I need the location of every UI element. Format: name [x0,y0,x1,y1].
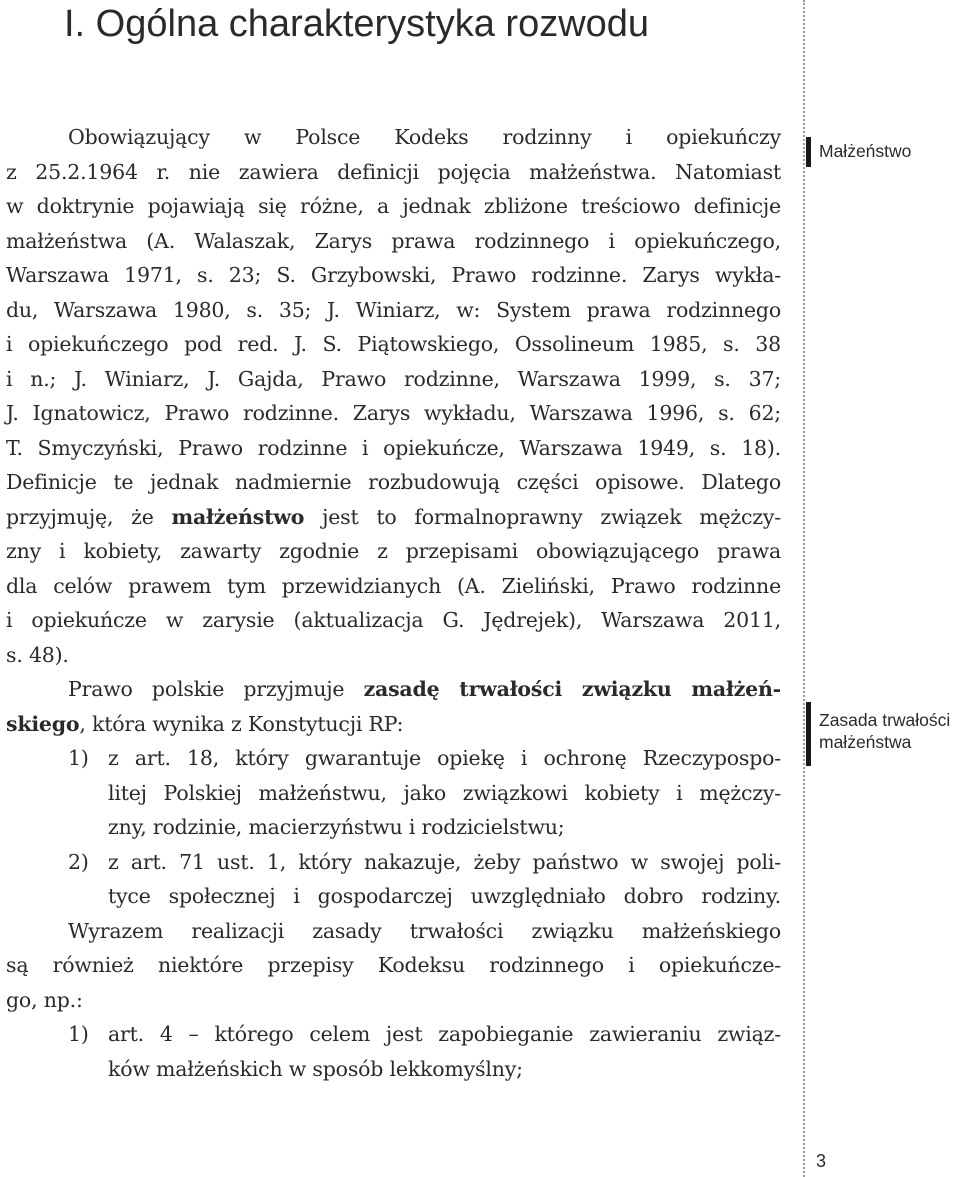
list-item-continuation: ków małżeńskich w sposób lekkomyślny; [108,1056,523,1081]
text-line: w doktrynie pojawiają się różne, a jednak zbliżone treściowo definicje [6,194,781,218]
list-item: 1) z art. 18, który gwarantuje opiekę i ochronę Rzeczypospo- [6,741,781,776]
text-line: du, Warszawa 1980, s. 35; J. Winiarz, w: System prawa rodzinnego [6,297,781,322]
text-line: J. Ignatowicz, Prawo rodzinne. Zarys wykładu, Warszawa 1996, s. 62; [6,401,781,425]
margin-note-label: Zasada trwałości [819,710,951,730]
principle-term-end: skiego [6,711,80,736]
margin-note-bar [806,137,811,167]
margin-note-bar [806,702,811,766]
margin-note-label: Małżeństwo [819,141,912,161]
text-line: s. 48). [6,642,69,667]
text-line: i n.; J. Winiarz, J. Gajda, Prawo rodzinne, Warszawa 1999, s. 37; [6,366,781,391]
text-line: go, np.: [6,987,83,1012]
text-line: Warszawa 1971, s. 23; S. Grzybowski, Prawo rodzinne. Zarys wykła- [6,263,781,287]
margin-note-stability [806,702,956,753]
list-number: 2) [68,849,89,874]
list-item-continuation: tyce społecznej i gospodarczej uwzględniało dobro rodziny. [108,884,781,908]
margin-note-label: małżeństwa [819,732,912,752]
text-line: i opiekuńcze w zarysie (aktualizacja G. Jędrejek), Warszawa 2011, [6,608,781,632]
text-line: Wyrazem realizacji zasady trwałości związku małżeńskiego [68,918,781,943]
list-item-continuation: zny, rodzinie, macierzyństwu i rodzicielstwu; [108,815,565,839]
principle-term: zasadę trwałości związku małżeń- [363,677,781,701]
list-item-continuation: litej Polskiej małżeństwu, jako związkowi kobiety i mężczy- [108,780,781,805]
principle-line: skiego, która wynika z Konstytucji RP: [6,711,404,736]
list-item: 1) art. 4 – którego celem jest zapobieganie zawieraniu związ- [6,1017,781,1052]
text-line: i opiekuńczego pod red. J. S. Piątowskiego, Ossolineum 1985, s. 38 [6,332,781,356]
text-line: Definicje te jednak nadmiernie rozbudowują części opisowe. Dlatego [6,470,781,494]
text-line: z 25.2.1964 r. nie zawiera definicji pojęcia małżeństwa. Natomiast [6,159,781,184]
text-line: są również niektóre przepisy Kodeksu rodzinnego i opiekuńcze- [6,953,781,977]
list-item: 2) z art. 71 ust. 1, który nakazuje, żeby państwo w swojej poli- [6,845,781,880]
definition-line: przyjmuję, że małżeństwo jest to formalnoprawny związek mężczy- [6,504,781,529]
defined-term: małżeństwo [171,504,305,529]
text-line: małżeństwa (A. Walaszak, Zarys prawa rodzinnego i opiekuńczego, [6,228,781,253]
text-line: Obowiązujący w Polsce Kodeks rodzinny i opiekuńczy [68,125,781,149]
list-number: 1) [68,1022,89,1046]
text-line: zny i kobiety, zawarty zgodnie z przepisami obowiązującego prawa [6,539,781,563]
principle-line: Prawo polskie przyjmuje zasadę trwałości związku małżeń- [68,677,781,701]
text-line: T. Smyczyński, Prawo rodzinne i opiekuńcze, Warszawa 1949, s. 18). [6,435,781,460]
chapter-heading: I. Ogólna charakterystyka rozwodu [64,3,650,45]
text-line: dla celów prawem tym przewidzianych (A. Zieliński, Prawo rodzinne [6,573,781,598]
list-number: 1) [68,746,89,770]
body-text [6,120,781,1086]
margin-divider [803,0,805,1177]
page-number: 3 [816,1151,827,1171]
margin-note-marriage [806,137,956,162]
